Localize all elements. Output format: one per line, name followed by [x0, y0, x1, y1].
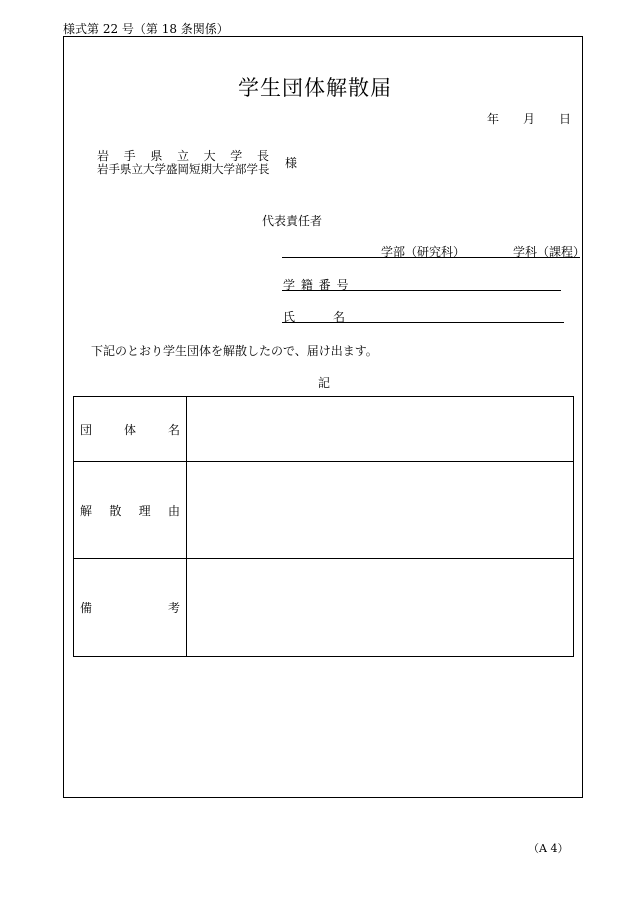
- details-table: [73, 396, 574, 657]
- label-char: 理: [138, 503, 151, 518]
- date-year-label: 年: [487, 112, 500, 126]
- page-size-label: （A 4）: [528, 842, 569, 855]
- affiliation-underline: [282, 257, 580, 258]
- addressee-char: 長: [256, 149, 269, 163]
- page-title: 学生団体解散届: [238, 76, 392, 100]
- form-number: 様式第 22 号（第 18 条関係）: [63, 22, 229, 36]
- representative-label: 代表責任者: [262, 214, 323, 228]
- department-label: 学科（課程）: [513, 245, 586, 259]
- label-char: 名: [167, 422, 180, 437]
- remarks-label-cell: [74, 559, 187, 657]
- addressee-char: 県: [150, 149, 163, 163]
- addressee-char: 学: [230, 149, 243, 163]
- table-row: [74, 462, 574, 559]
- addressee-char: 手: [123, 149, 136, 163]
- addressee-char: 大: [203, 149, 216, 163]
- name-label-char-1: 氏: [283, 310, 296, 324]
- label-char: 備: [80, 601, 93, 615]
- addressee-char: 立: [176, 149, 189, 163]
- group-name-label-cell: [74, 397, 187, 462]
- label-char: 体: [123, 422, 136, 437]
- label-char: 解: [80, 503, 93, 518]
- dissolution-reason-label-cell: [74, 462, 187, 559]
- label-char: 由: [167, 503, 180, 518]
- addressee-honorific: 様: [285, 156, 298, 170]
- label-char: 団: [80, 422, 93, 437]
- name-label-char-2: 名: [333, 310, 346, 324]
- remarks-input[interactable]: [187, 559, 574, 657]
- date-month-label: 月: [523, 112, 536, 126]
- table-row: [74, 397, 574, 462]
- faculty-label: 学部（研究科）: [381, 245, 466, 259]
- student-id-underline[interactable]: [282, 290, 561, 291]
- student-id-label: 学 籍 番 号: [283, 278, 350, 292]
- name-underline[interactable]: [282, 322, 564, 323]
- dissolution-reason-input[interactable]: [187, 462, 574, 559]
- statement-text: 下記のとおり学生団体を解散したので、届け出ます。: [91, 344, 378, 358]
- addressee-line2: 岩手県立大学盛岡短期大学部学長: [97, 162, 270, 176]
- label-char: 散: [109, 503, 122, 518]
- label-char: 考: [167, 601, 180, 615]
- table-row: [74, 559, 574, 657]
- group-name-input[interactable]: [187, 397, 574, 462]
- ki-heading: 記: [318, 376, 331, 390]
- date-day-label: 日: [559, 112, 572, 126]
- addressee-char: 岩: [97, 149, 110, 163]
